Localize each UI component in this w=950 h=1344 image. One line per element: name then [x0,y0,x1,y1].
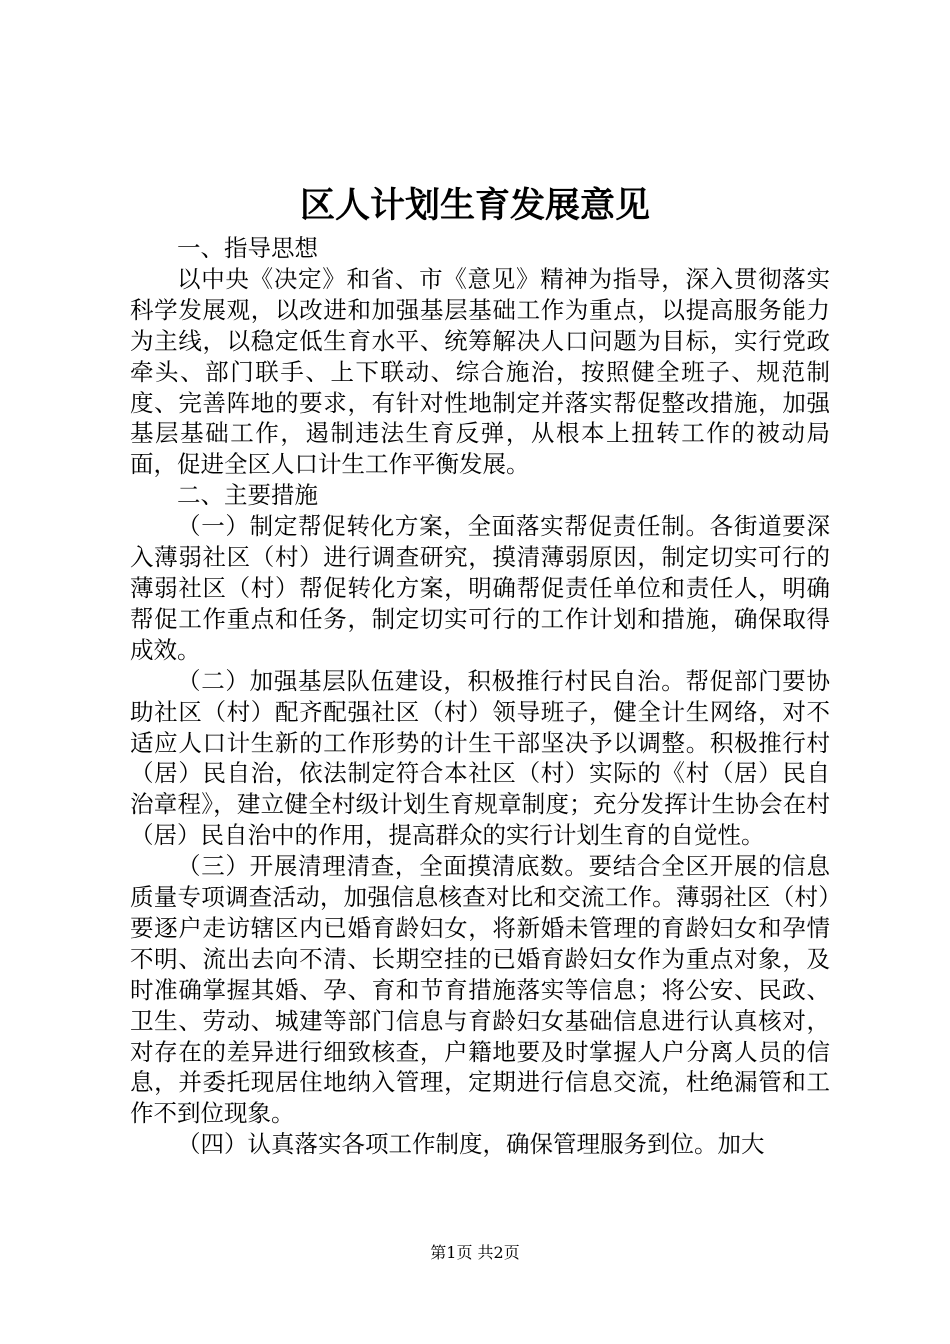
document-body [130,233,830,1160]
paragraph-measure-2: （二）加强基层队伍建设，积极推行村民自治。帮促部门要协助社区（村）配齐配强社区（村）领导班子，健全计生网络，对不适应人口计生新的工作形势的计生干部坚决予以调整。积极推行村（居）民自治，依法制定符合本社区（村）实际的《村（居）民自治章程》，建立健全村级计划生育规章制度；充分发挥计生协会在村（居）民自治中的作用，提高群众的实行计划生育的自觉性。 [130,666,830,850]
paragraph-measure-4: （四）认真落实各项工作制度，确保管理服务到位。加大 [177,1130,765,1159]
paragraph-measure-1: （一）制定帮促转化方案，全面落实帮促责任制。各街道要深入薄弱社区（村）进行调查研究，摸清薄弱原因，制定切实可行的薄弱社区（村）帮促转化方案，明确帮促责任单位和责任人，明确帮促工作重点和任务，制定切实可行的工作计划和措施，确保取得成效。 [130,512,830,664]
paragraph-measure-3: （三）开展清理清查，全面摸清底数。要结合全区开展的信息质量专项调查活动，加强信息核查对比和交流工作。薄弱社区（村）要逐户走访辖区内已婚育龄妇女，将新婚未管理的育龄妇女和孕情不明、流出去向不清、长期空挂的已婚育龄妇女作为重点对象，及时准确掌握其婚、孕、育和节育措施落实等信息；将公安、民政、卫生、劳动、城建等部门信息与育龄妇女基础信息进行认真核对，对存在的差异进行细致核查，户籍地要及时掌握人户分离人员的信息，并委托现居住地纳入管理，定期进行信息交流，杜绝漏管和工作不到位现象。 [130,852,830,1128]
document-title: 区人计划生育发展意见 [299,185,650,226]
section-heading-guiding-thought: 一、指导思想 [177,234,318,262]
page-footer: 第1页 共2页 [430,1243,520,1262]
section-heading-main-measures: 二、主要措施 [177,481,318,510]
paragraph-guiding-thought: 以中央《决定》和省、市《意见》精神为指导，深入贯彻落实科学发展观，以改进和加强基层基础工作为重点，以提高服务能力为主线，以稳定低生育水平、统筹解决人口问题为目标，实行党政牵头、部门联手、上下联动、综合施治，按照健全班子、规范制度、完善阵地的要求，有针对性地制定并落实帮促整改措施，加强基层基础工作，遏制违法生育反弹，从根本上扭转工作的被动局面，促进全区人口计生工作平衡发展。 [130,264,830,479]
